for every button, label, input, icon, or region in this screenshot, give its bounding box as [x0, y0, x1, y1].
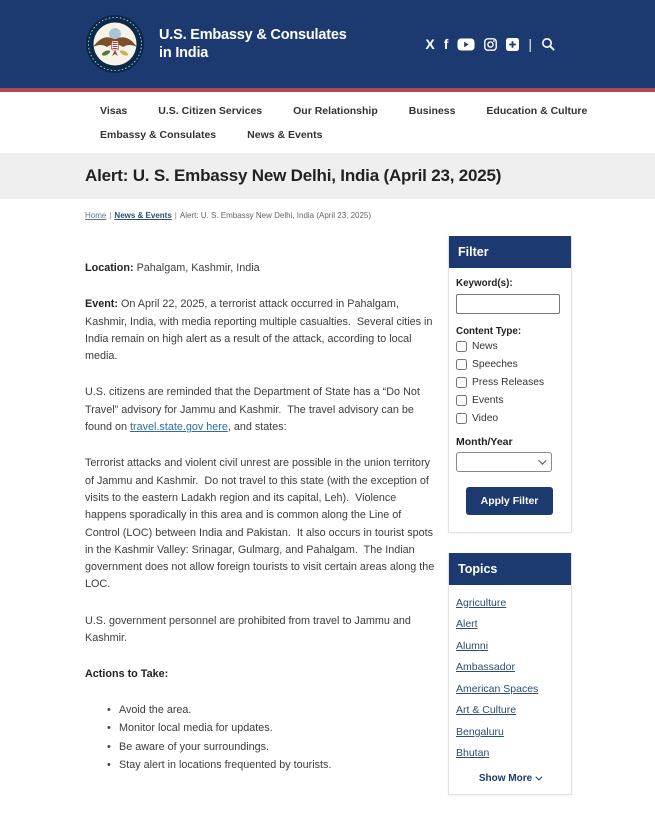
search-icon[interactable]: [541, 37, 555, 51]
checkbox-video[interactable]: [456, 413, 563, 424]
breadcrumb-news-events-link[interactable]: News & Events: [114, 211, 172, 220]
topic-link-art-culture[interactable]: Art & Culture: [456, 704, 517, 716]
apply-filter-button[interactable]: Apply Filter: [466, 487, 554, 515]
nav-item-education-culture[interactable]: Education & Culture: [486, 105, 588, 117]
topic-link-american-spaces[interactable]: American Spaces: [456, 682, 539, 695]
list-item: • Stay alert in locations frequented by tourists.: [107, 756, 435, 775]
month-year-label: Month/Year: [456, 435, 513, 448]
advisory-text-pre: U.S. citizens are reminded that the Department of State has a “Do Not Travel” advisory for Jammu and Kashmir. The travel advisory can be found on: [85, 386, 423, 434]
keyword-input[interactable]: [456, 294, 560, 314]
actions-list: [107, 701, 435, 775]
sidebar: [448, 220, 572, 815]
location-text: Pahalgam, Kashmir, India: [133, 262, 260, 274]
embassy-seal-logo: [85, 14, 145, 74]
chevron-down-icon: [536, 773, 543, 780]
list-item: • Be aware of your surroundings.: [107, 738, 435, 757]
nav-item-embassy-consulates[interactable]: Embassy & Consulates: [100, 129, 217, 141]
checkbox-speeches[interactable]: [456, 359, 563, 370]
list-item: • Monitor local media for updates.: [107, 719, 435, 738]
checkbox-label: Video: [472, 412, 499, 424]
press-releases-checkbox[interactable]: [456, 377, 467, 388]
filter-body: [449, 268, 571, 532]
event-label: Event:: [85, 298, 118, 311]
alert-article: [85, 220, 438, 775]
checkbox-label: News: [472, 340, 498, 352]
topics-header: Topics: [449, 553, 571, 585]
list-item: • Avoid the area.: [107, 701, 435, 720]
social-links: [425, 36, 555, 52]
breadcrumb: [0, 199, 655, 220]
video-checkbox[interactable]: [456, 413, 467, 424]
location-paragraph: [85, 260, 435, 277]
nav-row-1: [100, 105, 655, 117]
topic-link-agriculture[interactable]: Agriculture: [456, 596, 507, 609]
share-plus-icon[interactable]: [506, 38, 519, 51]
content-area: [0, 220, 655, 815]
site-header: [0, 0, 655, 88]
topics-box: [448, 553, 572, 795]
checkbox-label: Speeches: [472, 358, 518, 370]
page-title-band: [0, 153, 655, 199]
breadcrumb-home-link[interactable]: Home: [85, 211, 107, 220]
nav-item-our-relationship[interactable]: Our Relationship: [293, 105, 378, 117]
topic-link-bengaluru[interactable]: Bengaluru: [456, 725, 504, 738]
keyword-label: Keyword(s):: [456, 278, 513, 289]
filter-box: [448, 236, 572, 533]
site-title-line1: U.S. Embassy & Consulates: [159, 27, 347, 43]
breadcrumb-separator: |: [109, 211, 112, 220]
breadcrumb-separator: |: [174, 211, 177, 220]
facebook-icon[interactable]: f: [443, 36, 449, 52]
checkbox-events[interactable]: [456, 395, 563, 406]
event-paragraph: [85, 296, 435, 365]
nav-item-news-events[interactable]: News & Events: [247, 129, 323, 141]
actions-heading-paragraph: [85, 666, 435, 683]
page-title: Alert: U. S. Embassy New Delhi, India (April 23, 2025): [85, 166, 502, 185]
events-checkbox[interactable]: [456, 395, 467, 406]
advisory-quote-paragraph: Terrorist attacks and violent civil unrest are possible in the union territory of Jammu and Kashmir. Do not travel to this state (with the exception of visits to the eastern Ladakh region and its capital, Leh). Violence happens sporadically in this area and is common along the Line of Control (LOC) between India and Pakistan. It also occurs in tourist spots in the Kashmir Valley: Srinagar, Gulmarg, and Pahalgam. The Indian government does not allow foreign tourists to visit certain areas along the LOC.: [85, 457, 438, 591]
news-checkbox[interactable]: [456, 341, 467, 352]
personnel-paragraph: U.S. government personnel are prohibited from travel to Jammu and Kashmir.: [85, 614, 414, 645]
month-year-select[interactable]: [456, 452, 552, 472]
nav-item-citizen-services[interactable]: U.S. Citizen Services: [158, 105, 263, 117]
topics-body: [449, 585, 571, 794]
x-twitter-icon[interactable]: X: [425, 36, 435, 52]
show-more-label: Show More: [478, 772, 533, 784]
show-more-button[interactable]: [456, 769, 563, 786]
topic-link-alert[interactable]: Alert: [456, 618, 478, 630]
actions-heading: Actions to Take:: [85, 668, 169, 681]
checkbox-label: Press Releases: [472, 376, 545, 388]
advisory-text-post: , and states:: [227, 421, 287, 434]
social-separator: |: [528, 36, 532, 52]
nav-row-2: [100, 129, 655, 141]
topic-link-bhutan[interactable]: Bhutan: [456, 747, 490, 759]
main-navigation: [0, 92, 655, 153]
speeches-checkbox[interactable]: [456, 359, 467, 370]
content-type-label: Content Type:: [456, 325, 522, 337]
checkbox-news[interactable]: [456, 341, 563, 352]
breadcrumb-current: Alert: U. S. Embassy New Delhi, India (April 23, 2025): [179, 211, 372, 220]
topic-link-ambassador[interactable]: Ambassador: [456, 661, 515, 673]
travel-state-gov-link[interactable]: travel.state.gov here: [130, 421, 228, 434]
filter-header: Filter: [449, 236, 571, 268]
checkbox-press-releases[interactable]: [456, 377, 563, 388]
nav-item-business[interactable]: Business: [408, 105, 456, 117]
site-title[interactable]: [159, 26, 347, 62]
chevron-down-icon: [538, 456, 546, 464]
youtube-icon[interactable]: [457, 38, 475, 51]
event-text: On April 22, 2025, a terrorist attack occurred in Pahalgam, Kashmir, India, with media reporting multiple casualties. Several cities in India remain on high alert as a result of the attack, according to local media.: [85, 298, 436, 363]
checkbox-label: Events: [472, 394, 504, 406]
advisory-paragraph: [85, 384, 435, 436]
instagram-icon[interactable]: [484, 38, 497, 51]
site-title-line2: in India: [159, 45, 209, 61]
nav-item-visas[interactable]: Visas: [100, 105, 128, 117]
topic-link-alumni[interactable]: Alumni: [456, 639, 489, 652]
location-label: Location:: [85, 262, 134, 274]
